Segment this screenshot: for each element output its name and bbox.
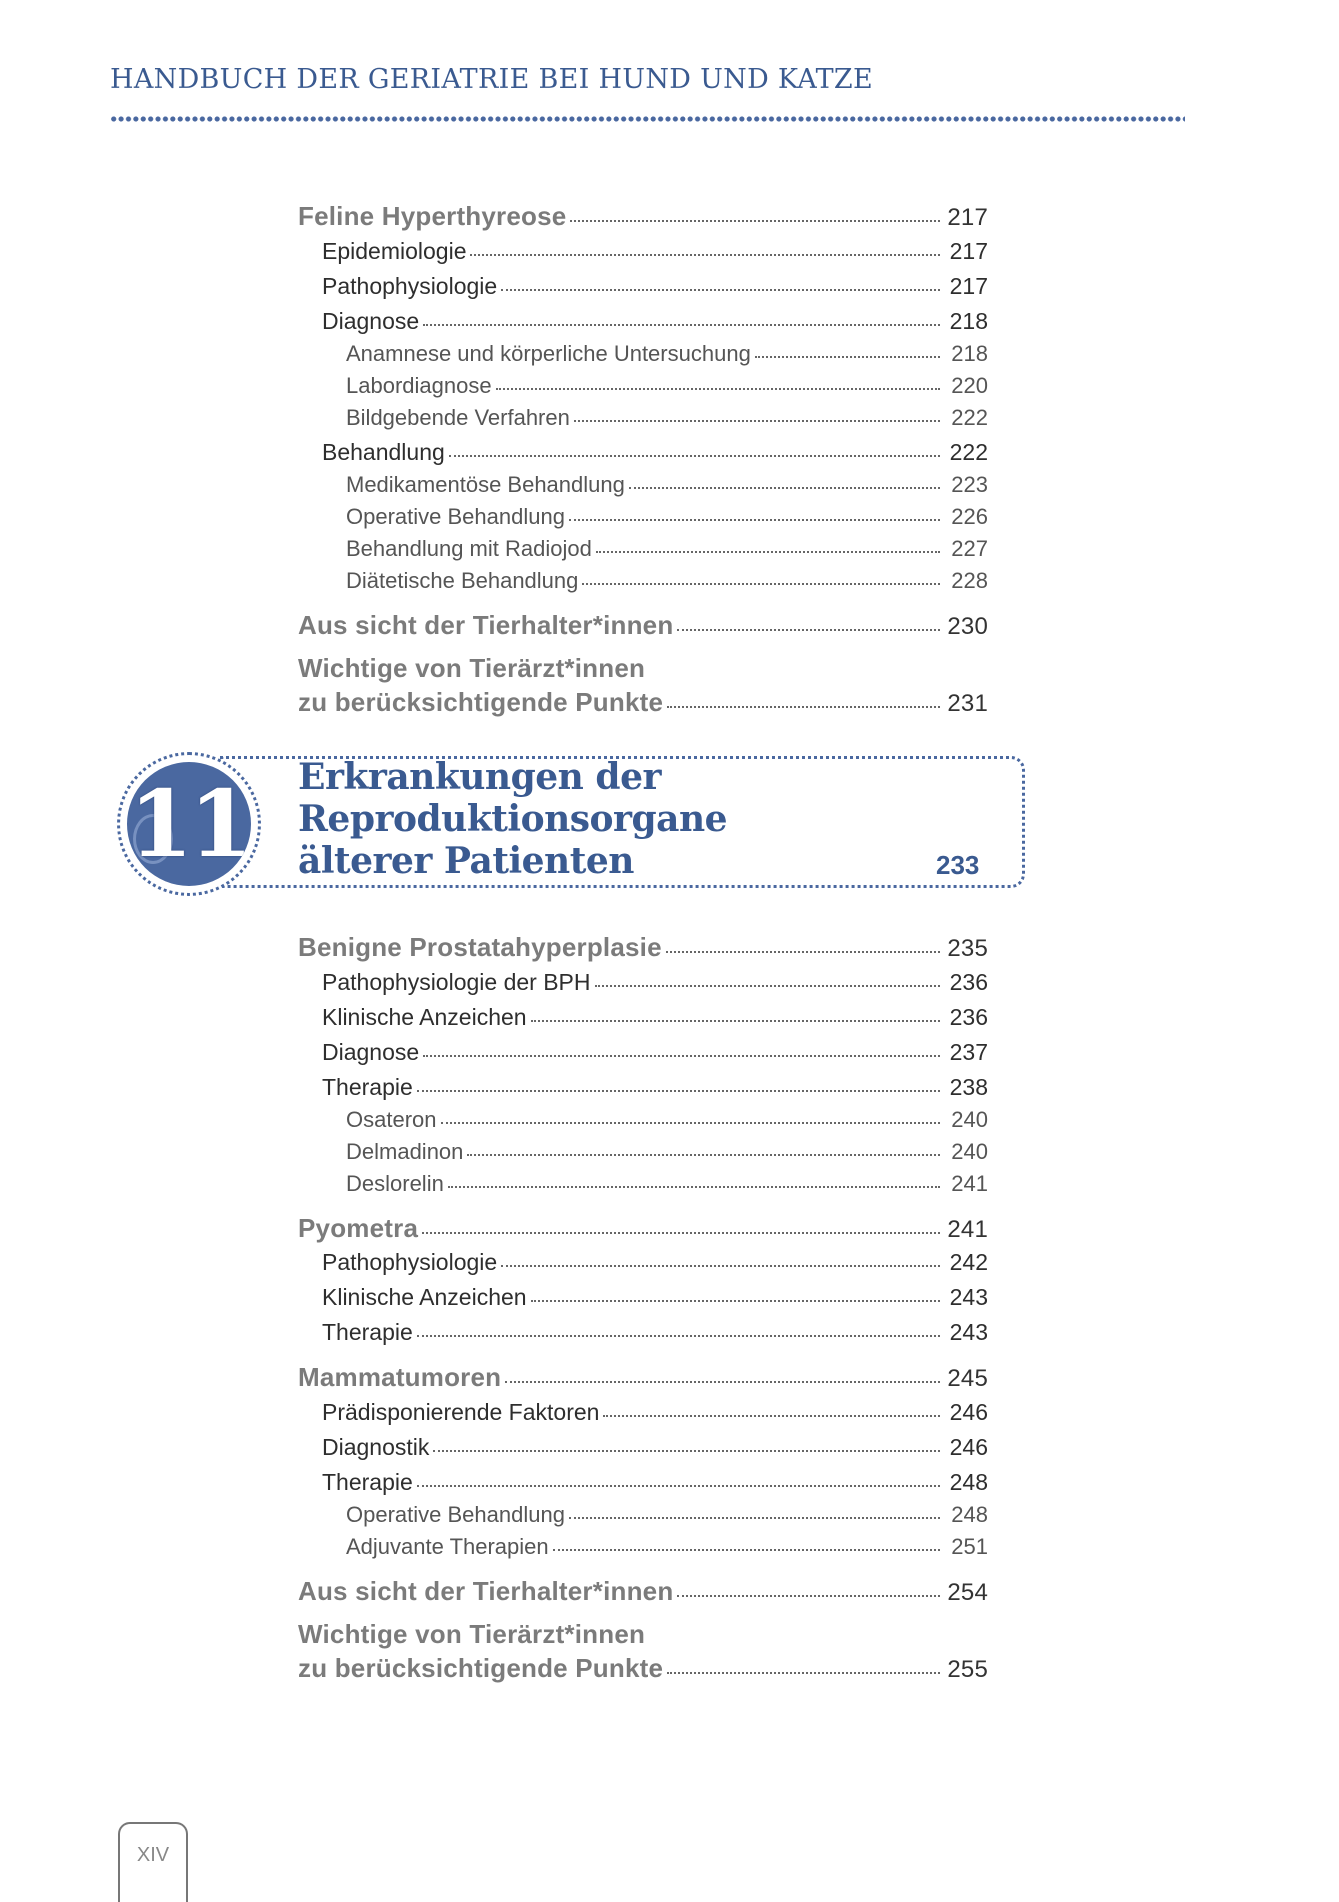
dot-leader <box>553 1549 940 1551</box>
dot-leader <box>417 1090 940 1092</box>
toc-entry-page: 251 <box>951 1534 988 1559</box>
toc-entry-title: Klinische Anzeichen <box>322 1004 527 1030</box>
toc-entry-page: 217 <box>949 238 988 264</box>
toc-entry-page: 255 <box>947 1656 988 1683</box>
toc-entry-title: Therapie <box>322 1469 413 1495</box>
toc-entry-page: 240 <box>951 1139 988 1164</box>
toc-entry <box>298 439 988 466</box>
toc-entry-title: Bildgebende Verfahren <box>346 405 570 430</box>
toc-entry <box>298 1284 988 1311</box>
toc-entry-title: Therapie <box>322 1319 413 1345</box>
toc-entry <box>298 1139 988 1165</box>
dot-leader <box>755 356 940 358</box>
toc-entry-page: 240 <box>951 1107 988 1132</box>
toc-entry-title: Diagnostik <box>322 1434 430 1460</box>
toc-entry <box>298 1534 988 1560</box>
dot-leader <box>417 1335 940 1337</box>
toc-entry-page: 226 <box>951 504 988 529</box>
dot-leader <box>677 1595 940 1597</box>
toc-entry-page: 243 <box>949 1284 988 1310</box>
dot-leader <box>448 1186 940 1188</box>
toc-entry-title: Feline Hyperthyreose <box>298 201 567 231</box>
toc-entry <box>298 1502 988 1528</box>
toc-entry-page: 218 <box>949 308 988 334</box>
toc-entry-page: 241 <box>947 1216 988 1243</box>
toc-entry-title: zu berücksichtigende Punkte <box>298 1653 664 1683</box>
toc-entry-page: 222 <box>949 439 988 465</box>
chapter-title-line: Erkrankungen der <box>298 756 661 798</box>
toc-entry <box>298 341 988 367</box>
dot-leader <box>470 254 940 256</box>
dot-leader <box>574 420 940 422</box>
dot-leader <box>505 1381 940 1383</box>
toc-entry <box>298 1074 988 1101</box>
toc-entry-title: Diagnose <box>322 308 420 334</box>
dot-leader <box>449 455 940 457</box>
toc-entry-title: Therapie <box>322 1074 413 1100</box>
toc-entry-title: zu berücksichtigende Punkte <box>298 687 664 717</box>
toc-entry-page: 237 <box>949 1039 988 1065</box>
chapter-title <box>298 756 727 882</box>
dot-leader <box>569 519 940 521</box>
toc-entry-title: Pathophysiologie <box>322 1249 498 1275</box>
toc-entry-title: Prädisponierende Faktoren <box>322 1399 600 1425</box>
toc-entry-title: Pathophysiologie <box>322 273 498 299</box>
toc-entry-page: 242 <box>949 1249 988 1275</box>
page-number: XIV <box>136 1844 170 1866</box>
toc-entry <box>298 472 988 498</box>
toc-entry-page: 231 <box>947 690 988 717</box>
toc-entry-title: Pathophysiologie der BPH <box>322 969 591 995</box>
toc-entry-title: Diagnose <box>322 1039 420 1065</box>
toc-entry <box>298 1171 988 1197</box>
toc-entry-title: Behandlung mit Radiojod <box>346 536 592 561</box>
dot-leader <box>441 1122 941 1124</box>
dot-leader <box>629 487 940 489</box>
toc-entry-title: Delmadinon <box>346 1139 464 1164</box>
toc-entry-title: Benigne Prostatahyperplasie <box>298 932 662 962</box>
toc-entry-page: 236 <box>949 1004 988 1030</box>
dot-leader <box>582 583 940 585</box>
toc-entry-title: Operative Behandlung <box>346 504 565 529</box>
chapter-number-badge <box>127 762 251 886</box>
header-dotted-rule <box>110 116 1185 122</box>
dot-leader <box>417 1485 940 1487</box>
toc-entry-title: Operative Behandlung <box>346 1502 565 1527</box>
dot-leader <box>423 324 940 326</box>
toc-entry-page: 238 <box>949 1074 988 1100</box>
running-header: HANDBUCH DER GERIATRIE BEI HUND UND KATZE <box>110 64 873 95</box>
toc-entry-page: 248 <box>949 1469 988 1495</box>
toc-entry-title: Osateron <box>346 1107 437 1132</box>
toc-entry <box>298 1107 988 1133</box>
toc-entry-title: Adjuvante Therapien <box>346 1534 549 1559</box>
toc-entry-page: 230 <box>947 613 988 640</box>
chapter-page-number: 233 <box>936 850 980 880</box>
chapter-title-line: Reproduktionsorgane <box>298 798 728 840</box>
dot-leader <box>496 388 940 390</box>
dot-leader <box>667 1672 940 1674</box>
toc-entry <box>298 536 988 562</box>
toc-entry-title: Klinische Anzeichen <box>322 1284 527 1310</box>
dot-leader <box>467 1154 940 1156</box>
toc-entry-title: Mammatumoren <box>298 1362 502 1392</box>
toc-entry <box>298 1469 988 1496</box>
dot-leader <box>595 985 941 987</box>
toc-entry-title-line: Wichtige von Tierärzt*innen <box>298 653 646 683</box>
toc-entry-page: 246 <box>949 1399 988 1425</box>
toc-entry <box>298 201 988 232</box>
dot-leader <box>667 706 940 708</box>
toc-entry <box>298 1249 988 1276</box>
dot-leader <box>423 1055 940 1057</box>
dot-leader <box>596 551 940 553</box>
dot-leader <box>570 220 940 222</box>
toc-entry-page: 217 <box>947 204 988 231</box>
toc-entry-page: 227 <box>951 536 988 561</box>
toc-entry-title: Aus sicht der Tierhalter*innen <box>298 610 674 640</box>
toc-entry-page: 223 <box>951 472 988 497</box>
dot-leader <box>433 1450 940 1452</box>
toc-entry-page: 241 <box>951 1171 988 1196</box>
toc-entry-page: 236 <box>949 969 988 995</box>
toc-entry-title: Diätetische Behandlung <box>346 568 579 593</box>
toc-entry <box>298 932 988 963</box>
toc-entry-title: Pyometra <box>298 1213 419 1243</box>
toc-entry <box>298 405 988 431</box>
toc-entry-page: 228 <box>951 568 988 593</box>
toc-entry-title: Epidemiologie <box>322 238 467 264</box>
dot-leader <box>501 289 940 291</box>
toc-entry-title: Deslorelin <box>346 1171 444 1196</box>
dot-leader <box>603 1415 940 1417</box>
toc-entry-title: Anamnese und körperliche Untersuchung <box>346 341 751 366</box>
toc-entry-page: 222 <box>951 405 988 430</box>
toc-entry-title: Medikamentöse Behandlung <box>346 472 625 497</box>
dot-leader <box>666 951 940 953</box>
toc-entry <box>298 308 988 335</box>
toc-entry-page: 246 <box>949 1434 988 1460</box>
toc-entry-page: 254 <box>947 1579 988 1606</box>
dot-leader <box>531 1020 940 1022</box>
toc-entry <box>298 238 988 265</box>
toc-entry-page: 243 <box>949 1319 988 1345</box>
toc-entry-page: 248 <box>951 1502 988 1527</box>
toc-entry <box>298 1434 988 1461</box>
toc-entry-page: 220 <box>951 373 988 398</box>
dot-leader <box>501 1265 940 1267</box>
toc-entry <box>298 568 988 594</box>
toc-entry-page: 217 <box>949 273 988 299</box>
toc-entry <box>298 1319 988 1346</box>
toc-entry <box>298 1213 988 1244</box>
toc-entry <box>298 504 988 530</box>
toc-entry <box>298 969 988 996</box>
toc-entry-title-line: Wichtige von Tierärzt*innen <box>298 1619 646 1649</box>
toc-entry <box>298 687 988 718</box>
dot-leader <box>569 1517 940 1519</box>
toc-entry <box>298 1576 988 1607</box>
dot-leader <box>422 1232 940 1234</box>
dot-leader <box>531 1300 940 1302</box>
chapter-title-line: älterer Patienten <box>298 840 634 882</box>
toc-entry-title: Labordiagnose <box>346 373 492 398</box>
toc-entry-title: Aus sicht der Tierhalter*innen <box>298 1576 674 1606</box>
toc-entry <box>298 373 988 399</box>
dot-leader <box>677 629 940 631</box>
toc-entry <box>298 1039 988 1066</box>
toc-entry <box>298 1362 988 1393</box>
toc-entry <box>298 610 988 641</box>
toc-entry <box>298 1653 988 1684</box>
toc-entry-page: 218 <box>951 341 988 366</box>
chapter-number: 11 <box>128 770 250 878</box>
toc-entry-page: 245 <box>947 1365 988 1392</box>
toc-entry <box>298 1004 988 1031</box>
page-number-tab <box>118 1822 188 1902</box>
toc-entry <box>298 1399 988 1426</box>
toc-entry <box>298 273 988 300</box>
toc-entry-title: Behandlung <box>322 439 445 465</box>
toc-entry-page: 235 <box>947 935 988 962</box>
